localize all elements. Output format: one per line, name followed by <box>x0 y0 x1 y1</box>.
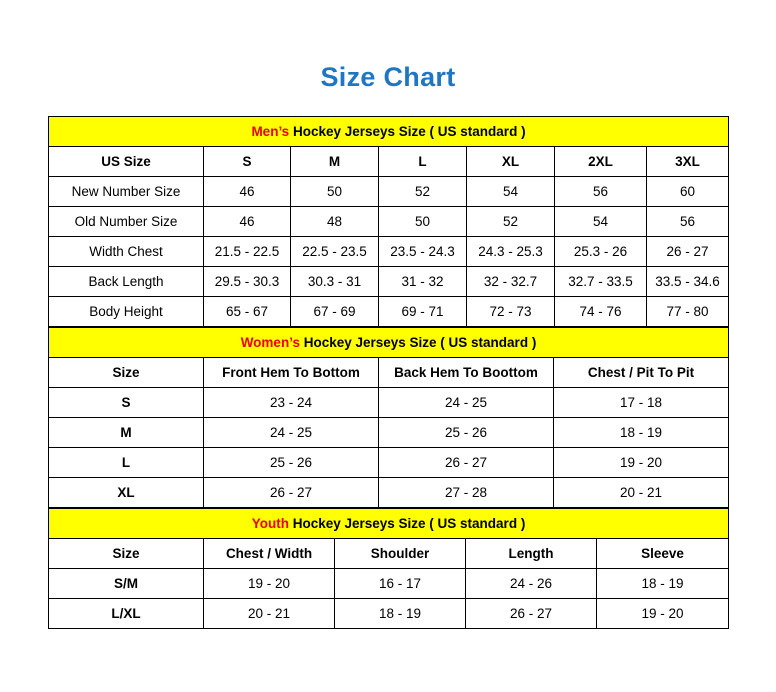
youth-row-1-val-3: 19 - 20 <box>597 599 729 629</box>
mens-row-4-val-1: 67 - 69 <box>291 297 379 327</box>
mens-row-0-label: New Number Size <box>49 177 204 207</box>
mens-col-5: 2XL <box>555 147 647 177</box>
youth-banner-row <box>49 509 729 539</box>
womens-header-row <box>49 358 729 388</box>
mens-col-6: 3XL <box>647 147 729 177</box>
mens-row-2-val-4: 25.3 - 26 <box>555 237 647 267</box>
mens-row-4-val-2: 69 - 71 <box>379 297 467 327</box>
womens-row-2-label: L <box>49 448 204 478</box>
womens-row-3-label: XL <box>49 478 204 508</box>
womens-banner <box>49 328 729 358</box>
table-row <box>49 207 729 237</box>
youth-banner-highlight: Youth <box>251 516 289 531</box>
mens-col-2: M <box>291 147 379 177</box>
mens-row-1-val-4: 54 <box>555 207 647 237</box>
womens-banner-row <box>49 328 729 358</box>
womens-row-0-val-2: 17 - 18 <box>554 388 729 418</box>
mens-row-4-val-0: 65 - 67 <box>204 297 291 327</box>
mens-row-3-label: Back Length <box>49 267 204 297</box>
mens-row-1-val-0: 46 <box>204 207 291 237</box>
mens-banner-row <box>49 117 729 147</box>
mens-row-1-label: Old Number Size <box>49 207 204 237</box>
table-row <box>49 177 729 207</box>
mens-row-4-label: Body Height <box>49 297 204 327</box>
womens-col-2: Back Hem To Boottom <box>379 358 554 388</box>
table-row <box>49 418 729 448</box>
youth-col-0: Size <box>49 539 204 569</box>
mens-banner <box>49 117 729 147</box>
mens-row-2-val-0: 21.5 - 22.5 <box>204 237 291 267</box>
youth-row-0-val-3: 18 - 19 <box>597 569 729 599</box>
mens-row-2-val-1: 22.5 - 23.5 <box>291 237 379 267</box>
mens-row-3-val-2: 31 - 32 <box>379 267 467 297</box>
youth-col-1: Chest / Width <box>204 539 335 569</box>
youth-row-0-val-0: 19 - 20 <box>204 569 335 599</box>
youth-row-1-val-1: 18 - 19 <box>335 599 466 629</box>
youth-row-1-label: L/XL <box>49 599 204 629</box>
mens-size-table <box>48 116 729 327</box>
mens-row-0-val-0: 46 <box>204 177 291 207</box>
mens-col-3: L <box>379 147 467 177</box>
womens-col-3: Chest / Pit To Pit <box>554 358 729 388</box>
womens-size-table <box>48 327 729 508</box>
mens-row-2-val-5: 26 - 27 <box>647 237 729 267</box>
mens-col-1: S <box>204 147 291 177</box>
womens-col-1: Front Hem To Bottom <box>204 358 379 388</box>
womens-row-0-val-0: 23 - 24 <box>204 388 379 418</box>
table-row <box>49 388 729 418</box>
womens-row-3-val-1: 27 - 28 <box>379 478 554 508</box>
mens-row-3-val-1: 30.3 - 31 <box>291 267 379 297</box>
mens-row-0-val-1: 50 <box>291 177 379 207</box>
womens-row-1-val-2: 18 - 19 <box>554 418 729 448</box>
youth-banner <box>49 509 729 539</box>
womens-row-0-val-1: 24 - 25 <box>379 388 554 418</box>
mens-row-3-val-4: 32.7 - 33.5 <box>555 267 647 297</box>
mens-row-0-val-4: 56 <box>555 177 647 207</box>
mens-row-3-val-0: 29.5 - 30.3 <box>204 267 291 297</box>
womens-banner-highlight: Women’s <box>240 335 300 350</box>
mens-row-0-val-3: 54 <box>467 177 555 207</box>
youth-banner-rest: Hockey Jerseys Size ( US standard ) <box>288 516 526 531</box>
womens-col-0: Size <box>49 358 204 388</box>
youth-row-0-val-2: 24 - 26 <box>466 569 597 599</box>
mens-row-1-val-3: 52 <box>467 207 555 237</box>
womens-row-3-val-0: 26 - 27 <box>204 478 379 508</box>
womens-row-2-val-0: 25 - 26 <box>204 448 379 478</box>
youth-row-0-label: S/M <box>49 569 204 599</box>
mens-banner-highlight: Men’s <box>251 124 290 139</box>
mens-row-0-val-5: 60 <box>647 177 729 207</box>
mens-col-4: XL <box>467 147 555 177</box>
womens-row-1-label: M <box>49 418 204 448</box>
youth-col-2: Shoulder <box>335 539 466 569</box>
mens-row-3-val-5: 33.5 - 34.6 <box>647 267 729 297</box>
mens-row-4-val-5: 77 - 80 <box>647 297 729 327</box>
mens-row-2-val-2: 23.5 - 24.3 <box>379 237 467 267</box>
youth-row-0-val-1: 16 - 17 <box>335 569 466 599</box>
mens-row-1-val-2: 50 <box>379 207 467 237</box>
womens-row-3-val-2: 20 - 21 <box>554 478 729 508</box>
table-row <box>49 448 729 478</box>
mens-banner-rest: Hockey Jerseys Size ( US standard ) <box>289 124 526 139</box>
youth-size-table <box>48 508 729 629</box>
page-title: Size Chart <box>320 62 456 92</box>
youth-col-3: Length <box>466 539 597 569</box>
mens-row-3-val-3: 32 - 32.7 <box>467 267 555 297</box>
mens-row-0-val-2: 52 <box>379 177 467 207</box>
table-row <box>49 267 729 297</box>
table-row <box>49 569 729 599</box>
table-row <box>49 237 729 267</box>
womens-banner-rest: Hockey Jerseys Size ( US standard ) <box>299 335 537 350</box>
youth-header-row <box>49 539 729 569</box>
mens-row-2-label: Width Chest <box>49 237 204 267</box>
youth-col-4: Sleeve <box>597 539 729 569</box>
mens-row-1-val-5: 56 <box>647 207 729 237</box>
size-chart-tables <box>48 116 728 629</box>
mens-row-2-val-3: 24.3 - 25.3 <box>467 237 555 267</box>
mens-row-1-val-1: 48 <box>291 207 379 237</box>
womens-row-2-val-1: 26 - 27 <box>379 448 554 478</box>
mens-row-4-val-3: 72 - 73 <box>467 297 555 327</box>
table-row <box>49 478 729 508</box>
mens-row-4-val-4: 74 - 76 <box>555 297 647 327</box>
youth-row-1-val-0: 20 - 21 <box>204 599 335 629</box>
womens-row-1-val-1: 25 - 26 <box>379 418 554 448</box>
mens-header-row <box>49 147 729 177</box>
womens-row-1-val-0: 24 - 25 <box>204 418 379 448</box>
mens-col-0: US Size <box>49 147 204 177</box>
table-row <box>49 599 729 629</box>
table-row <box>49 297 729 327</box>
womens-row-0-label: S <box>49 388 204 418</box>
womens-row-2-val-2: 19 - 20 <box>554 448 729 478</box>
youth-row-1-val-2: 26 - 27 <box>466 599 597 629</box>
